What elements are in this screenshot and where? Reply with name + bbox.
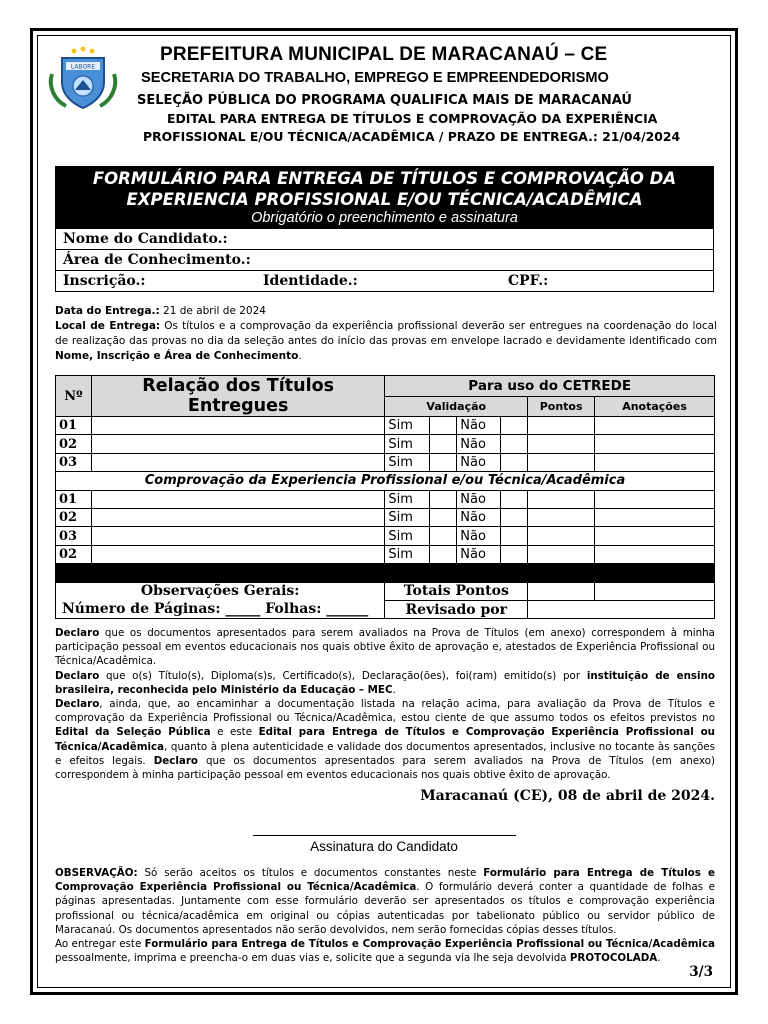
title-description-cell[interactable] [91, 545, 384, 563]
sim-label: Sim [385, 435, 430, 453]
signature-label: Assinatura do Candidato [310, 839, 458, 854]
declaration-2-end: . [392, 683, 396, 696]
declaration-1 [55, 626, 715, 669]
anotacoes-cell[interactable] [595, 508, 715, 526]
sim-checkbox[interactable] [430, 527, 457, 545]
sim-checkbox[interactable] [430, 453, 457, 471]
declaration-1-text: que os documentos apresentados para serem avaliados na Prova de Títulos (em anexo) correspondem à minha participação pessoal em eventos educacionais nos quais obtive êxito de aprovação e, atestados de Experiência Profissional ou Técnica/Acadêmica. [55, 627, 715, 668]
nao-checkbox[interactable] [501, 417, 528, 435]
declaration-3-text-c: , quanto à plena autenticidade e validade dos documentos apresentados, inclusive no tocante às sanções e efeitos legais. [55, 740, 715, 767]
col-num-header: Nº [56, 376, 92, 417]
observation-label: OBSERVAÇÃO: [55, 867, 138, 879]
title-description-cell[interactable] [91, 417, 384, 435]
row-number: 02 [56, 508, 92, 526]
row-number: 01 [56, 417, 92, 435]
sim-label: Sim [385, 545, 430, 563]
declaration-3-text-a: , ainda, que, ao encaminhar a documentação listada na relação acima, para avaliação da Prova de Títulos e comprovação da Experiência Profissional ou Técnica/Acadêmica, estou ciente de que assumo todos os efeitos previstos no [55, 698, 715, 725]
delivery-date-label: Data do Entrega.: [55, 305, 160, 317]
col-titles-header: Relação dos Títulos Entregues [91, 376, 384, 417]
sim-label: Sim [385, 527, 430, 545]
candidate-area-label: Área de Conhecimento.: [63, 252, 251, 268]
row-number: 02 [56, 545, 92, 563]
observation-bold-3: PROTOCOLADA [569, 952, 658, 965]
totais-pontos-value[interactable] [528, 582, 595, 600]
nao-checkbox[interactable] [501, 545, 528, 563]
pontos-cell[interactable] [528, 490, 595, 508]
declarations [55, 626, 715, 782]
title-row [56, 435, 715, 453]
section-experience-header: Comprovação da Experiencia Profissional e/ou Técnica/Acadêmica [56, 472, 715, 490]
delivery-place-bold: Nome, Inscrição e Área de Conhecimento [55, 350, 299, 362]
candidate-name-label: Nome do Candidato.: [63, 231, 228, 247]
header-edital: EDITAL PARA ENTREGA DE TÍTULOS E COMPROVAÇÃO DA EXPERIÊNCIA [167, 111, 658, 126]
declaration-2-text: que o(s) Título(s), Diploma(s)s, Certificado(s), Declaração(ões), foi(ram) emitido(s) por [99, 669, 587, 682]
num-paginas-label: Número de Páginas: _____ Folhas: ______ [56, 600, 385, 618]
pontos-cell[interactable] [528, 545, 595, 563]
signature-line[interactable] [253, 835, 516, 836]
anotacoes-header: Anotações [595, 396, 715, 417]
delivery-date-value: 21 de abril de 2024 [159, 305, 266, 317]
identidade-label: Identidade.: [263, 273, 358, 289]
observation-bold-2: Formulário para Entrega de Títulos e Comprovação Experiência Profissional ou Técnica/Acadêmica [144, 938, 716, 951]
sim-label: Sim [385, 508, 430, 526]
observation-bold-1: Formulário para Entrega de Títulos e Comprovação Experiência Profissional ou Técnica/Acadêmica [55, 867, 715, 894]
experience-row [56, 490, 715, 508]
totais-pontos-label: Totais Pontos [385, 582, 528, 600]
sim-checkbox[interactable] [430, 435, 457, 453]
title-description-cell[interactable] [91, 435, 384, 453]
revisado-por-value[interactable] [528, 600, 715, 618]
place-date: Maracanaú (CE), 08 de abril de 2024. [420, 788, 715, 804]
row-number: 01 [56, 490, 92, 508]
anotacoes-cell[interactable] [595, 417, 715, 435]
declaration-3-text-b: e este [210, 726, 259, 739]
nao-checkbox[interactable] [501, 490, 528, 508]
candidate-name-row[interactable] [56, 228, 713, 249]
observation-paragraph-1 [55, 866, 715, 937]
declaration-2 [55, 669, 715, 697]
nao-label: Não [457, 545, 501, 563]
observation-text-4: pessoalmente, imprima e preencha-o em duas vias e, solicite que a segunda via lhe seja devolvida [55, 952, 570, 965]
anotacoes-cell[interactable] [595, 545, 715, 563]
anotacoes-cell[interactable] [595, 527, 715, 545]
delivery-place-text: Os títulos e a comprovação da experiência profissional deverão ser entregues na coordenação do local de realização das provas no dia da seleção antes do início das provas em envelope lacrado e devidamente identificado com [55, 320, 717, 347]
observation-text-1: Só serão aceitos os títulos e documentos constantes neste [137, 867, 484, 879]
form-title-line2: EXPERIENCIA PROFISSIONAL E/OU TÉCNICA/ACADÊMICA [126, 190, 643, 209]
header-prazo: PROFISSIONAL E/OU TÉCNICA/ACADÊMICA / PRAZO DE ENTREGA.: 21/04/2024 [143, 129, 681, 144]
title-row [56, 453, 715, 471]
form-title-band [55, 166, 714, 228]
anotacoes-cell[interactable] [595, 453, 715, 471]
declaration-3-bold: Declaro [55, 698, 100, 711]
experience-row [56, 527, 715, 545]
nao-checkbox[interactable] [501, 435, 528, 453]
sim-label: Sim [385, 453, 430, 471]
declaration-2-bold2: instituição de ensino brasileira, reconhecida pelo Ministério da Educação – MEC [55, 669, 715, 696]
observation-text-3: Ao entregar este [55, 938, 145, 951]
sim-label: Sim [385, 490, 430, 508]
header-secretaria: SECRETARIA DO TRABALHO, EMPREGO E EMPREENDEDORISMO [141, 70, 609, 86]
pontos-cell[interactable] [528, 453, 595, 471]
nao-label: Não [457, 490, 501, 508]
delivery-place-label: Local de Entrega: [55, 320, 161, 332]
header-selecao: SELEÇÃO PÚBLICA DO PROGRAMA QUALIFICA MAIS DE MARACANAÚ [137, 93, 632, 108]
separator-black-row [56, 564, 715, 582]
coat-of-arms-logo [44, 44, 122, 112]
pontos-cell[interactable] [528, 527, 595, 545]
declaration-2-bold: Declaro [55, 669, 100, 682]
form-title-line1: FORMULÁRIO PARA ENTREGA DE TÍTULOS E COMPROVAÇÃO DA [92, 169, 677, 188]
nao-label: Não [457, 417, 501, 435]
sim-checkbox[interactable] [430, 417, 457, 435]
separator-cell [56, 564, 715, 582]
title-description-cell[interactable] [91, 453, 384, 471]
sim-checkbox[interactable] [430, 490, 457, 508]
experience-row [56, 545, 715, 563]
delivery-info [55, 304, 717, 364]
observation-text-2: . O formulário deverá conter a quantidade de folhas e páginas apresentadas. Juntamente com esse formulário deverão ser apresentados os títulos e comprovação experiência profissional ou técnica/acadêmica em original ou cópias autenticadas por tabelionato público ou servidor público de Maracanaú. Os documentos apresentados não serão devolvidos, nem serão fornecidas cópias desses títulos. [55, 881, 715, 936]
anotacoes-cell[interactable] [595, 490, 715, 508]
nao-label: Não [457, 527, 501, 545]
declaration-3-text-d: que os documentos apresentados para serem avaliados na Prova de Títulos (em anexo) correspondem à minha participação pessoal em eventos educacionais nos quais obtive êxito de aprovação. [55, 754, 715, 782]
pontos-header: Pontos [528, 396, 595, 417]
observation-paragraph-2 [55, 937, 715, 965]
declaration-3-bold3: Edital para Entrega de Títulos e Comprovação Experiência Profissional ou Técnica/Acadêmica [55, 726, 715, 753]
form-subtitle: Obrigatório o preenchimento e assinatura [251, 210, 518, 226]
declaration-3-bold2: Edital da Seleção Pública [55, 726, 211, 739]
pontos-cell[interactable] [528, 417, 595, 435]
delivery-date [55, 304, 717, 319]
revisado-por-label: Revisado por [385, 600, 528, 618]
anotacoes-cell[interactable] [595, 435, 715, 453]
observation [55, 866, 715, 965]
nao-label: Não [457, 508, 501, 526]
candidate-ids-row[interactable] [56, 270, 713, 291]
logo-text: LABORE [70, 63, 96, 71]
title-description-cell[interactable] [91, 490, 384, 508]
candidate-area-row[interactable] [56, 249, 713, 270]
title-row [56, 417, 715, 435]
observation-text-5: . [657, 952, 661, 965]
obs-gerais-label: Observações Gerais: [56, 582, 385, 600]
declaration-1-bold: Declaro [55, 627, 100, 639]
nao-checkbox[interactable] [501, 508, 528, 526]
nao-label: Não [457, 453, 501, 471]
title-description-cell[interactable] [91, 527, 384, 545]
candidate-info-table [55, 228, 714, 292]
nao-label: Não [457, 435, 501, 453]
delivery-place-end: . [298, 350, 302, 362]
titles-rows [56, 417, 715, 472]
header-prefeitura: PREFEITURA MUNICIPAL DE MARACANAÚ – CE [160, 44, 608, 65]
nao-checkbox[interactable] [501, 453, 528, 471]
pontos-cell[interactable] [528, 435, 595, 453]
row-number: 02 [56, 435, 92, 453]
inscricao-label: Inscrição.: [63, 273, 146, 289]
title-description-cell[interactable] [91, 508, 384, 526]
titles-table [55, 375, 715, 619]
declaration-3 [55, 697, 715, 782]
page-number: 3/3 [689, 964, 713, 980]
experience-row [56, 508, 715, 526]
cpf-label: CPF.: [508, 273, 549, 289]
row-number: 03 [56, 453, 92, 471]
sim-checkbox[interactable] [430, 508, 457, 526]
cetrede-header: Para uso do CETREDE [385, 376, 715, 397]
declaration-3-bold4: Declaro [153, 754, 198, 767]
experience-rows [56, 490, 715, 564]
row-number: 03 [56, 527, 92, 545]
totais-anotacoes-value[interactable] [595, 582, 715, 600]
pontos-cell[interactable] [528, 508, 595, 526]
sim-label: Sim [385, 417, 430, 435]
validacao-header: Validação [385, 396, 528, 417]
delivery-place [55, 319, 717, 364]
sim-checkbox[interactable] [430, 545, 457, 563]
nao-checkbox[interactable] [501, 527, 528, 545]
